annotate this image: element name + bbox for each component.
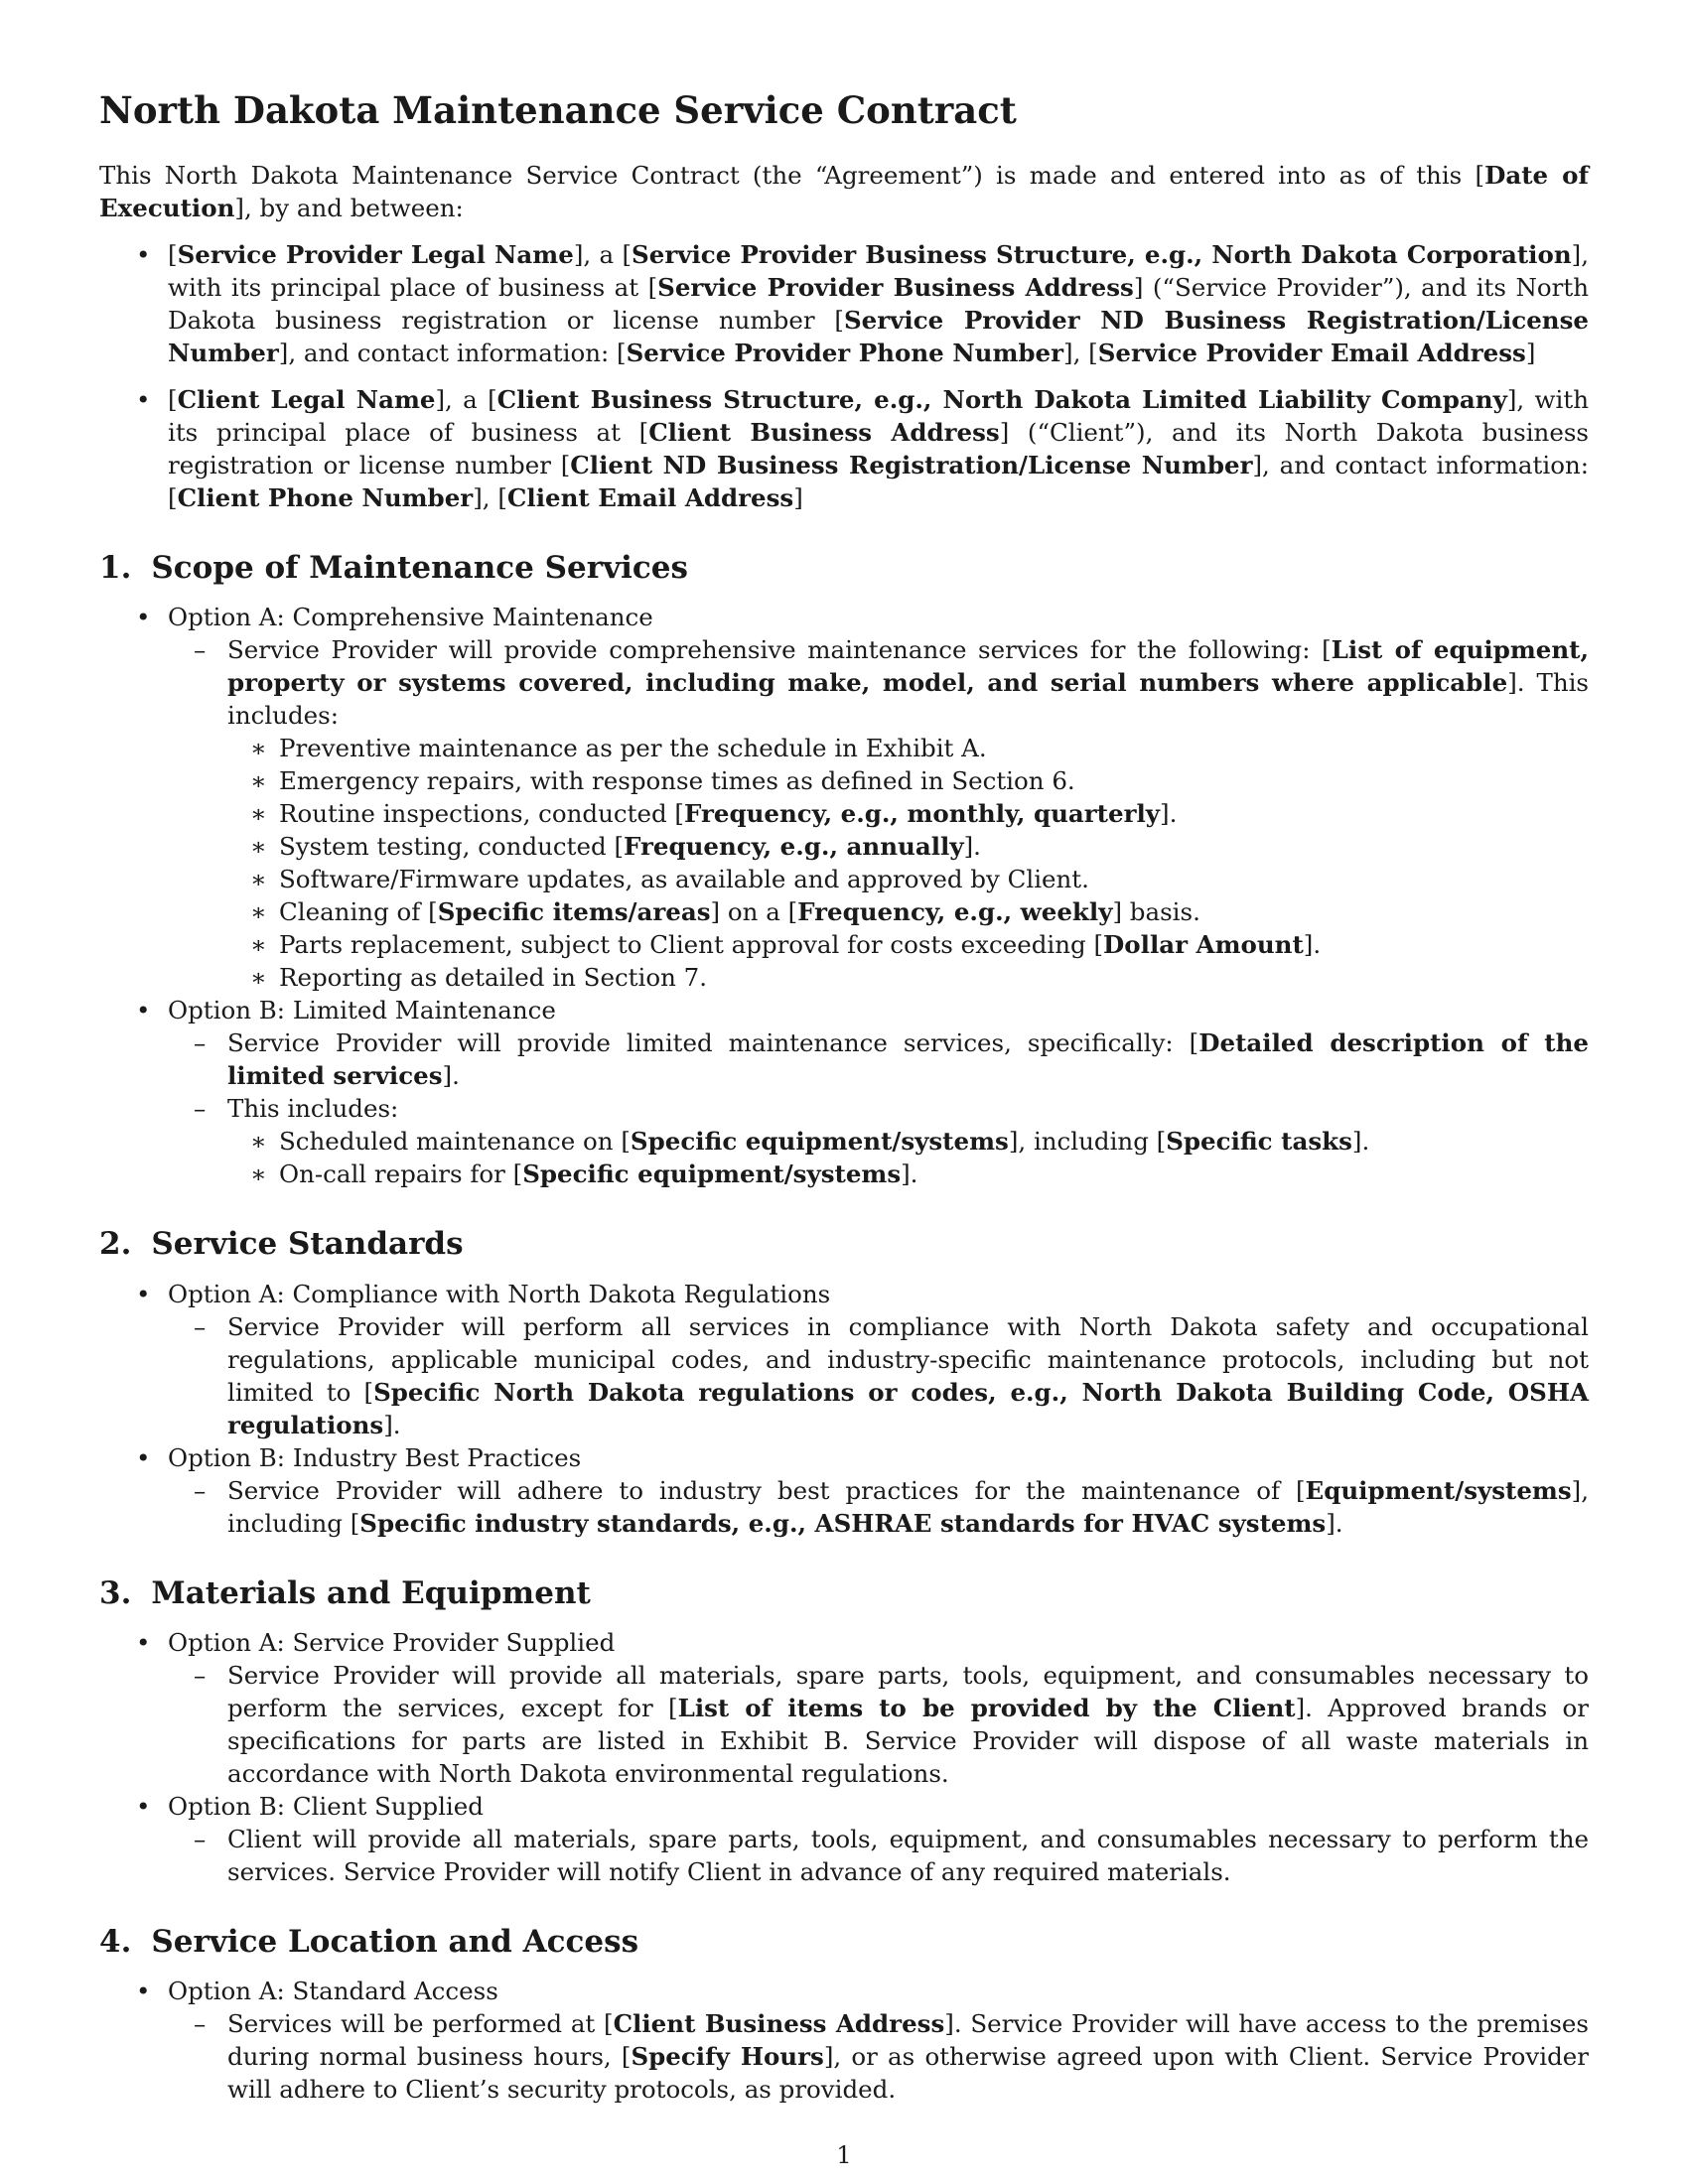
party-service-provider: • [Service Provider Legal Name], a [Service Provider Business Structure, e.g., North Dakota Corporation], with its principal place of business at [Service Provider Business Address] (“Service Provider”), and its North Dakota business registration or license number [Service Provider ND Business Registration/License Number], and contact information: [Service Provider Phone Number], [Service Provider Email Address] xyxy=(99,238,1589,369)
option-description: – Service Provider will provide comprehensive maintenance services for the following: [List of equipment, property or systems covered, including make, model, and serial numbers where applicable]. This includes: ∗ Preventive maintenance as per the schedule in Exhibit A. ∗ Emergency repairs, with response times as defined in Section 6. ∗ Routine inspections, conducted [Frequency, e.g., monthly, quarterly]. ∗ System testing, conducted [Frequency, e.g., annually]. ∗ Software/Firmware updates, as available and approved by Client. ∗ Cleaning of [Specific items/areas] on a [Frequency, e.g., weekly] basis. ∗ Parts replacement, subject to Client approval for costs exceeding [Dollar Amount]. ∗ Reporting as detailed in Section 7. xyxy=(168,633,1589,994)
intro-paragraph xyxy=(99,159,1589,224)
list-item: ∗ Parts replacement, subject to Client approval for costs exceeding [Dollar Amount]. xyxy=(227,928,1589,961)
list-item: ∗ System testing, conducted [Frequency, e.g., annually]. xyxy=(227,830,1589,863)
option-item: • Option B: Limited Maintenance – Service Provider will provide limited maintenance services, specifically: [Detailed description of the limited services]. – This includes: ∗ Scheduled maintenance on [Specific equipment/systems], including [Specific tasks]. ∗ On-call repairs for [Specific equipment/systems]. xyxy=(99,994,1589,1190)
list-item: ∗ Scheduled maintenance on [Specific equipment/systems], including [Specific tasks]. xyxy=(227,1125,1589,1158)
option-description: – Service Provider will adhere to industry best practices for the maintenance of [Equipment/systems], including [Specific industry standards, e.g., ASHRAE standards for HVAC systems]. xyxy=(168,1474,1589,1540)
page-number: 1 xyxy=(836,2141,852,2169)
option-item: • Option A: Compliance with North Dakota Regulations – Service Provider will perform all services in compliance with North Dakota safety and occupational regulations, applicable municipal codes, and industry-specific maintenance protocols, including but not limited to [Specific North Dakota regulations or codes, e.g., North Dakota Building Code, OSHA regulations]. xyxy=(99,1278,1589,1441)
section-4-options xyxy=(99,1975,1589,2106)
option-item: • Option A: Standard Access – Services will be performed at [Client Business Address]. Service Provider will have access to the premises during normal business hours, [Specify Hours], or as otherwise agreed upon with Client. Service Provider will adhere to Client’s security protocols, as provided. xyxy=(99,1975,1589,2106)
section-heading: 3. Materials and Equipment xyxy=(99,1574,591,1611)
option-description: – Services will be performed at [Client Business Address]. Service Provider will have access to the premises during normal business hours, [Specify Hours], or as otherwise agreed upon with Client. Service Provider will adhere to Client’s security protocols, as provided. xyxy=(168,2007,1589,2106)
document-page xyxy=(99,87,1589,2106)
client-name-placeholder: Client Legal Name xyxy=(177,385,436,415)
option-item: • Option B: Client Supplied – Client will provide all materials, spare parts, tools, equipment, and consumables necessary to perform the services. Service Provider will notify Client in advance of any required materials. xyxy=(99,1790,1589,1888)
section-1-options xyxy=(99,601,1589,1190)
provider-email-placeholder: Service Provider Email Address xyxy=(1097,339,1526,368)
provider-license-placeholder: Service Provider ND Business Registration/License Number xyxy=(168,306,1589,368)
section-heading: 1. Scope of Maintenance Services xyxy=(99,550,688,587)
client-license-placeholder: Client ND Business Registration/License Number xyxy=(570,451,1253,480)
option-item: • Option B: Industry Best Practices – Service Provider will adhere to industry best practices for the maintenance of [Equipment/systems], including [Specific industry standards, e.g., ASHRAE standards for HVAC systems]. xyxy=(99,1441,1589,1540)
option-description: – Service Provider will perform all services in compliance with North Dakota safety and occupational regulations, applicable municipal codes, and industry-specific maintenance protocols, including but not limited to [Specific North Dakota regulations or codes, e.g., North Dakota Building Code, OSHA regulations]. xyxy=(168,1310,1589,1441)
parties-list xyxy=(99,238,1589,514)
list-item: ∗ Cleaning of [Specific items/areas] on a [Frequency, e.g., weekly] basis. xyxy=(227,895,1589,928)
party-client: • [Client Legal Name], a [Client Business Structure, e.g., North Dakota Limited Liability Company], with its principal place of business at [Client Business Address] (“Client”), and its North Dakota business registration or license number [Client ND Business Registration/License Number], and contact information: [Client Phone Number], [Client Email Address] xyxy=(99,383,1589,514)
client-phone-placeholder: Client Phone Number xyxy=(177,483,474,513)
date-of-execution-placeholder: Date of Execution xyxy=(99,161,1590,223)
option-item: • Option A: Service Provider Supplied – Service Provider will provide all materials, spare parts, tools, equipment, and consumables necessary to perform the services, except for [List of items to be provided by the Client]. Approved brands or specifications for parts are listed in Exhibit B. Service Provider will dispose of all waste materials in accordance with North Dakota environmental regulations. xyxy=(99,1626,1589,1790)
list-item: ∗ Software/Firmware updates, as available and approved by Client. xyxy=(227,863,1589,895)
list-item: ∗ On-call repairs for [Specific equipment/systems]. xyxy=(227,1158,1589,1190)
list-item: ∗ Reporting as detailed in Section 7. xyxy=(227,961,1589,994)
list-item: ∗ Routine inspections, conducted [Frequency, e.g., monthly, quarterly]. xyxy=(227,797,1589,830)
list-item: ∗ Preventive maintenance as per the schedule in Exhibit A. xyxy=(227,732,1589,764)
provider-phone-placeholder: Service Provider Phone Number xyxy=(626,339,1064,368)
section-heading: 4. Service Location and Access xyxy=(99,1923,639,1960)
intro-text: This North Dakota Maintenance Service Contract (the “Agreement”) is made and entered into as of this [ xyxy=(99,161,1485,191)
intro-text: ], by and between: xyxy=(234,194,464,223)
option-description: – Service Provider will provide all materials, spare parts, tools, equipment, and consumables necessary to perform the services, except for [List of items to be provided by the Client]. Approved brands or specifications for parts are listed in Exhibit B. Service Provider will dispose of all waste materials in accordance with North Dakota environmental regulations. xyxy=(168,1659,1589,1790)
option-description: – Service Provider will provide limited maintenance services, specifically: [Detailed description of the limited services]. xyxy=(168,1026,1589,1092)
document-title: North Dakota Maintenance Service Contract xyxy=(99,88,1017,132)
provider-name-placeholder: Service Provider Legal Name xyxy=(177,240,574,270)
list-item: ∗ Emergency repairs, with response times as defined in Section 6. xyxy=(227,764,1589,797)
client-structure-placeholder: Client Business Structure, e.g., North Dakota Limited Liability Company xyxy=(496,385,1507,415)
option-description: – Client will provide all materials, spare parts, tools, equipment, and consumables necessary to perform the services. Service Provider will notify Client in advance of any required materials. xyxy=(168,1823,1589,1888)
client-address-placeholder: Client Business Address xyxy=(648,418,1000,448)
provider-address-placeholder: Service Provider Business Address xyxy=(657,273,1134,303)
section-heading: 2. Service Standards xyxy=(99,1226,464,1263)
option-description: – This includes: ∗ Scheduled maintenance on [Specific equipment/systems], including [Specific tasks]. ∗ On-call repairs for [Specific equipment/systems]. xyxy=(168,1092,1589,1190)
provider-structure-placeholder: Service Provider Business Structure, e.g., North Dakota Corporation xyxy=(632,240,1572,270)
section-2-options xyxy=(99,1278,1589,1540)
section-3-options xyxy=(99,1626,1589,1888)
option-item: • Option A: Comprehensive Maintenance – Service Provider will provide comprehensive maintenance services for the following: [List of equipment, property or systems covered, including make, model, and serial numbers where applicable]. This includes: ∗ Preventive maintenance as per the schedule in Exhibit A. ∗ Emergency repairs, with response times as defined in Section 6. ∗ Routine inspections, conducted [Frequency, e.g., monthly, quarterly]. ∗ System testing, conducted [Frequency, e.g., annually]. ∗ Software/Firmware updates, as available and approved by Client. ∗ Cleaning of [Specific items/areas] on a [Frequency, e.g., weekly] basis. ∗ Parts replacement, subject to Client approval for costs exceeding [Dollar Amount]. ∗ Reporting as detailed in Section 7. xyxy=(99,601,1589,994)
client-email-placeholder: Client Email Address xyxy=(506,483,794,513)
